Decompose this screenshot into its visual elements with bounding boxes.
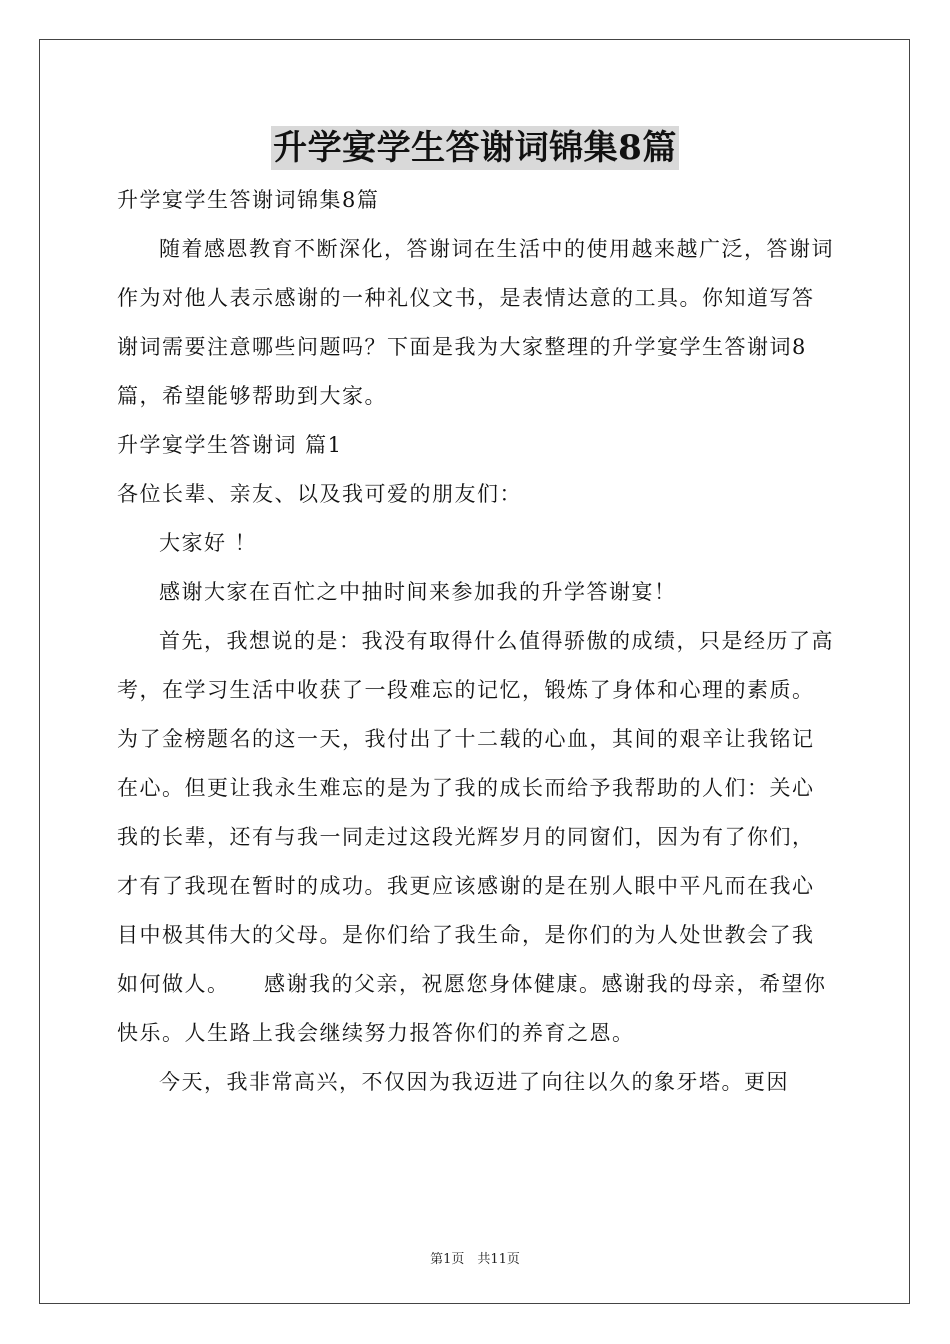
document-body (117, 176, 835, 1107)
page-footer: 第1页 共11页 (430, 1252, 520, 1267)
document-title: 升学宴学生答谢词锦集8篇 (273, 128, 677, 168)
body-paragraph: 首先，我想说的是：我没有取得什么值得骄傲的成绩，只是经历了高考，在学习生活中收获了一段难忘的记忆，锻炼了身体和心理的素质。为了金榜题名的这一天，我付出了十二载的心血，其间的艰辛让我铭记在心。但更让我永生难忘的是为了我的成长而给予我帮助的人们：关心我的长辈，还有与我一同走过这段光辉岁月的同窗们，因为有了你们，才有了我现在暂时的成功。我更应该感谢的是在别人眼中平凡而在我心目中极其伟大的父母。是你们给了我生命，是你们的为人处世教会了我如何做人。 感谢我的父亲，祝愿您身体健康。感谢我的母亲，希望你快乐。人生路上我会继续努力报答你们的养育之恩。 (117, 629, 834, 1045)
subtitle-line: 升学宴学生答谢词锦集8篇 (117, 188, 380, 212)
thanks-line: 感谢大家在百忙之中抽时间来参加我的升学答谢宴！ (159, 580, 677, 604)
section-heading: 升学宴学生答谢词 篇1 (117, 433, 343, 457)
closing-paragraph: 今天，我非常高兴，不仅因为我迈进了向往以久的象牙塔。更因 (159, 1070, 789, 1094)
salutation-line: 各位长辈、亲友、以及我可爱的朋友们： (117, 482, 522, 506)
greeting-line: 大家好 ！ (159, 531, 258, 555)
title-wrap (0, 126, 950, 170)
intro-paragraph: 随着感恩教育不断深化，答谢词在生活中的使用越来越广泛，答谢词作为对他人表示感谢的一种礼仪文书，是表情达意的工具。你知道写答谢词需要注意哪些问题吗？下面是我为大家整理的升学宴学生答谢词8篇，希望能够帮助到大家。 (117, 237, 834, 408)
